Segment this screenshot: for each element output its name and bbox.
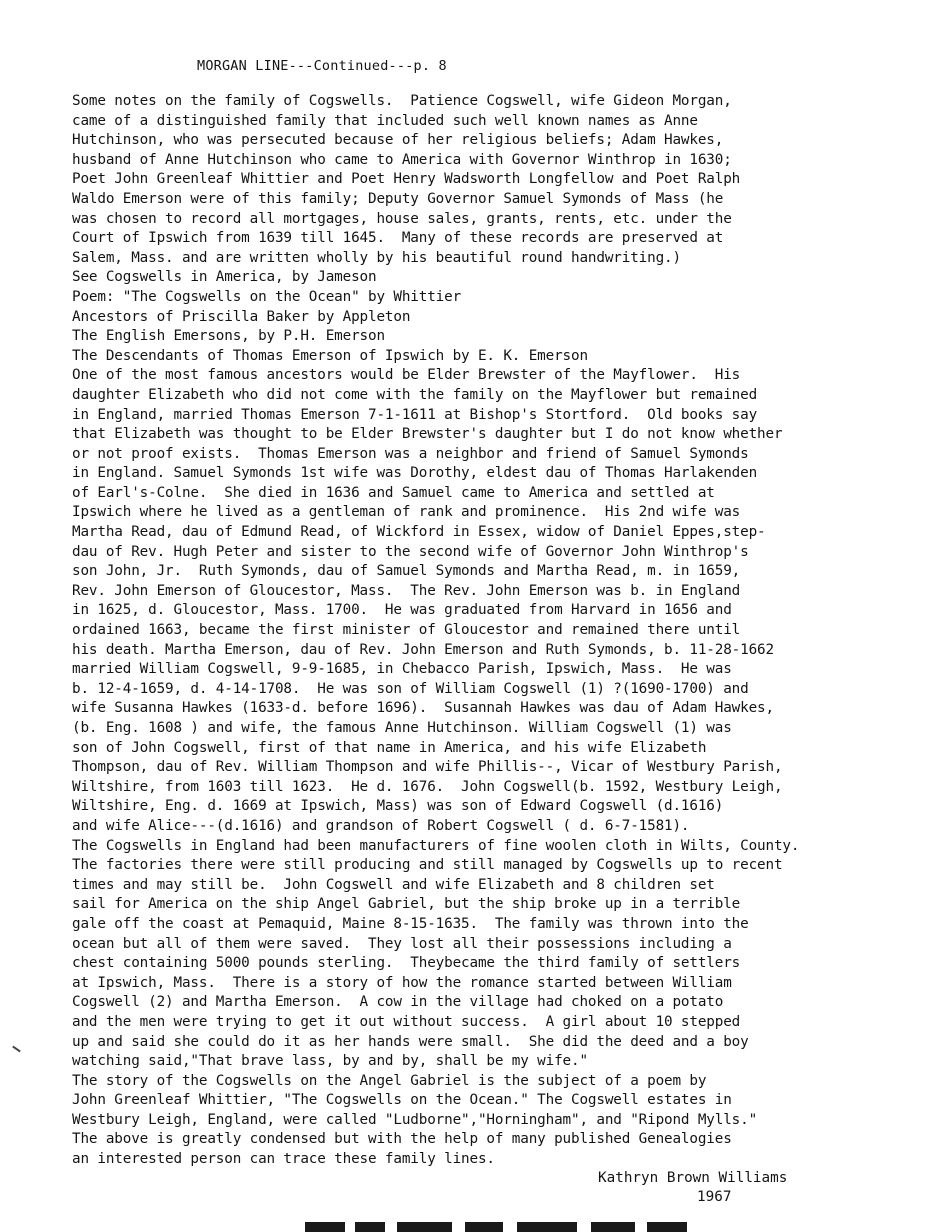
text-line: One of the most famous ancestors would be Elder Brewster of the Mayflower. His [72,367,741,384]
scan-edge-mark [12,1046,21,1053]
text-line: Salem, Mass. and are written wholly by his beautiful round handwriting.) [72,249,681,266]
text-line: his death. Martha Emerson, dau of Rev. John Emerson and Ruth Symonds, b. 11-28-1662 [72,641,774,658]
text-line: at Ipswich, Mass. There is a story of how the romance started between William [72,974,732,991]
text-line: husband of Anne Hutchinson who came to America with Governor Winthrop in 1630; [72,151,732,168]
text-line: in England, married Thomas Emerson 7-1-1611 at Bishop's Stortford. Old books say [72,406,758,423]
text-line: ocean but all of them were saved. They lost all their possessions including a [72,935,732,952]
text-line: Poet John Greenleaf Whittier and Poet Henry Wadsworth Longfellow and Poet Ralph [72,171,741,188]
text-line: that Elizabeth was thought to be Elder Brewster's daughter but I do not know whether [72,426,783,443]
text-line: and the men were trying to get it out without success. A girl about 10 stepped [72,1013,741,1030]
text-line: The above is greatly condensed but with the help of many published Genealogies [72,1131,732,1148]
text-line: up and said she could do it as her hands were small. She did the deed and a boy [72,1033,749,1050]
text-line: Thompson, dau of Rev. William Thompson and wife Phillis--, Vicar of Westbury Parish, [72,759,783,776]
text-line: Hutchinson, who was persecuted because of her religious beliefs; Adam Hawkes, [72,132,724,149]
text-line: son of John Cogswell, first of that name in America, and his wife Elizabeth [72,739,707,756]
text-line: The Descendants of Thomas Emerson of Ipswich by E. K. Emerson [72,347,588,364]
text-line: The English Emersons, by P.H. Emerson [72,328,385,345]
signature-name: Kathryn Brown Williams [598,1170,788,1186]
text-line: Waldo Emerson were of this family; Deputy Governor Samuel Symonds of Mass (he [72,190,724,207]
text-line: Ipswich where he lived as a gentleman of rank and prominence. His 2nd wife was [72,504,741,521]
text-line: gale off the coast at Pemaquid, Maine 8-15-1635. The family was thrown into the [72,915,749,932]
text-line: Some notes on the family of Cogswells. Patience Cogswell, wife Gideon Morgan, [72,93,732,109]
text-line: ordained 1663, became the first minister of Gloucestor and remained there until [72,622,741,639]
text-line: Wiltshire, from 1603 till 1623. He d. 1676. John Cogswell(b. 1592, Westbury Leigh, [72,778,783,795]
text-line: sail for America on the ship Angel Gabriel, but the ship broke up in a terrible [72,896,741,913]
text-line: of Earl's-Colne. She died in 1636 and Samuel came to America and settled at [72,484,715,501]
text-line: an interested person can trace these family lines. [72,1151,495,1168]
text-line: in England. Samuel Symonds 1st wife was Dorothy, eldest dau of Thomas Harlakenden [72,465,758,482]
page-heading: MORGAN LINE---Continued---p. 8 [197,58,447,74]
signature-year: 1967 [697,1189,732,1205]
text-line: son John, Jr. Ruth Symonds, dau of Samuel Symonds and Martha Read, m. in 1659, [72,563,741,580]
text-line: watching said,"That brave lass, by and by, shall be my wife." [72,1053,588,1070]
text-line: Ancestors of Priscilla Baker by Appleton [72,308,411,325]
body-text [72,92,922,1170]
text-line: daughter Elizabeth who did not come with the family on the Mayflower but remained [72,386,758,403]
text-line: times and may still be. John Cogswell and wife Elizabeth and 8 children set [72,876,715,893]
text-line: John Greenleaf Whittier, "The Cogswells on the Ocean." The Cogswell estates in [72,1092,732,1109]
text-line: married William Cogswell, 9-9-1685, in Chebacco Parish, Ipswich, Mass. He was [72,661,732,678]
text-line: The factories there were still producing and still managed by Cogswells up to recent [72,857,783,874]
text-line: Martha Read, dau of Edmund Read, of Wickford in Essex, widow of Daniel Eppes,step- [72,524,766,541]
text-line: was chosen to record all mortgages, house sales, grants, rents, etc. under the [72,210,732,227]
cropped-stamp-fragment [305,1218,690,1232]
text-line: Poem: "The Cogswells on the Ocean" by Whittier [72,288,462,305]
text-line: (b. Eng. 1608 ) and wife, the famous Anne Hutchinson. William Cogswell (1) was [72,720,732,736]
text-line: dau of Rev. Hugh Peter and sister to the second wife of Governor John Winthrop's [72,543,749,560]
text-line: came of a distinguished family that included such well known names as Anne [72,112,698,129]
text-line: Court of Ipswich from 1639 till 1645. Many of these records are preserved at [72,230,724,247]
text-line: and wife Alice---(d.1616) and grandson of Robert Cogswell ( d. 6-7-1581). [72,817,690,834]
text-line: See Cogswells in America, by Jameson [72,269,377,286]
text-line: Rev. John Emerson of Gloucestor, Mass. The Rev. John Emerson was b. in England [72,582,741,599]
text-line: Westbury Leigh, England, were called "Ludborne","Horningham", and "Ripond Mylls." [72,1111,758,1128]
text-line: chest containing 5000 pounds sterling. Theybecame the third family of settlers [72,955,741,972]
text-line: or not proof exists. Thomas Emerson was a neighbor and friend of Samuel Symonds [72,445,749,462]
text-line: b. 12-4-1659, d. 4-14-1708. He was son of William Cogswell (1) ?(1690-1700) and [72,680,749,697]
text-line: Wiltshire, Eng. d. 1669 at Ipswich, Mass) was son of Edward Cogswell (d.1616) [72,798,724,815]
text-line: wife Susanna Hawkes (1633-d. before 1696). Susannah Hawkes was dau of Adam Hawkes, [72,700,774,717]
text-line: in 1625, d. Gloucestor, Mass. 1700. He was graduated from Harvard in 1656 and [72,602,732,619]
text-line: The Cogswells in England had been manufacturers of fine woolen cloth in Wilts, County. [72,837,800,854]
text-line: The story of the Cogswells on the Angel Gabriel is the subject of a poem by [72,1072,707,1089]
text-line: Cogswell (2) and Martha Emerson. A cow in the village had choked on a potato [72,994,724,1011]
